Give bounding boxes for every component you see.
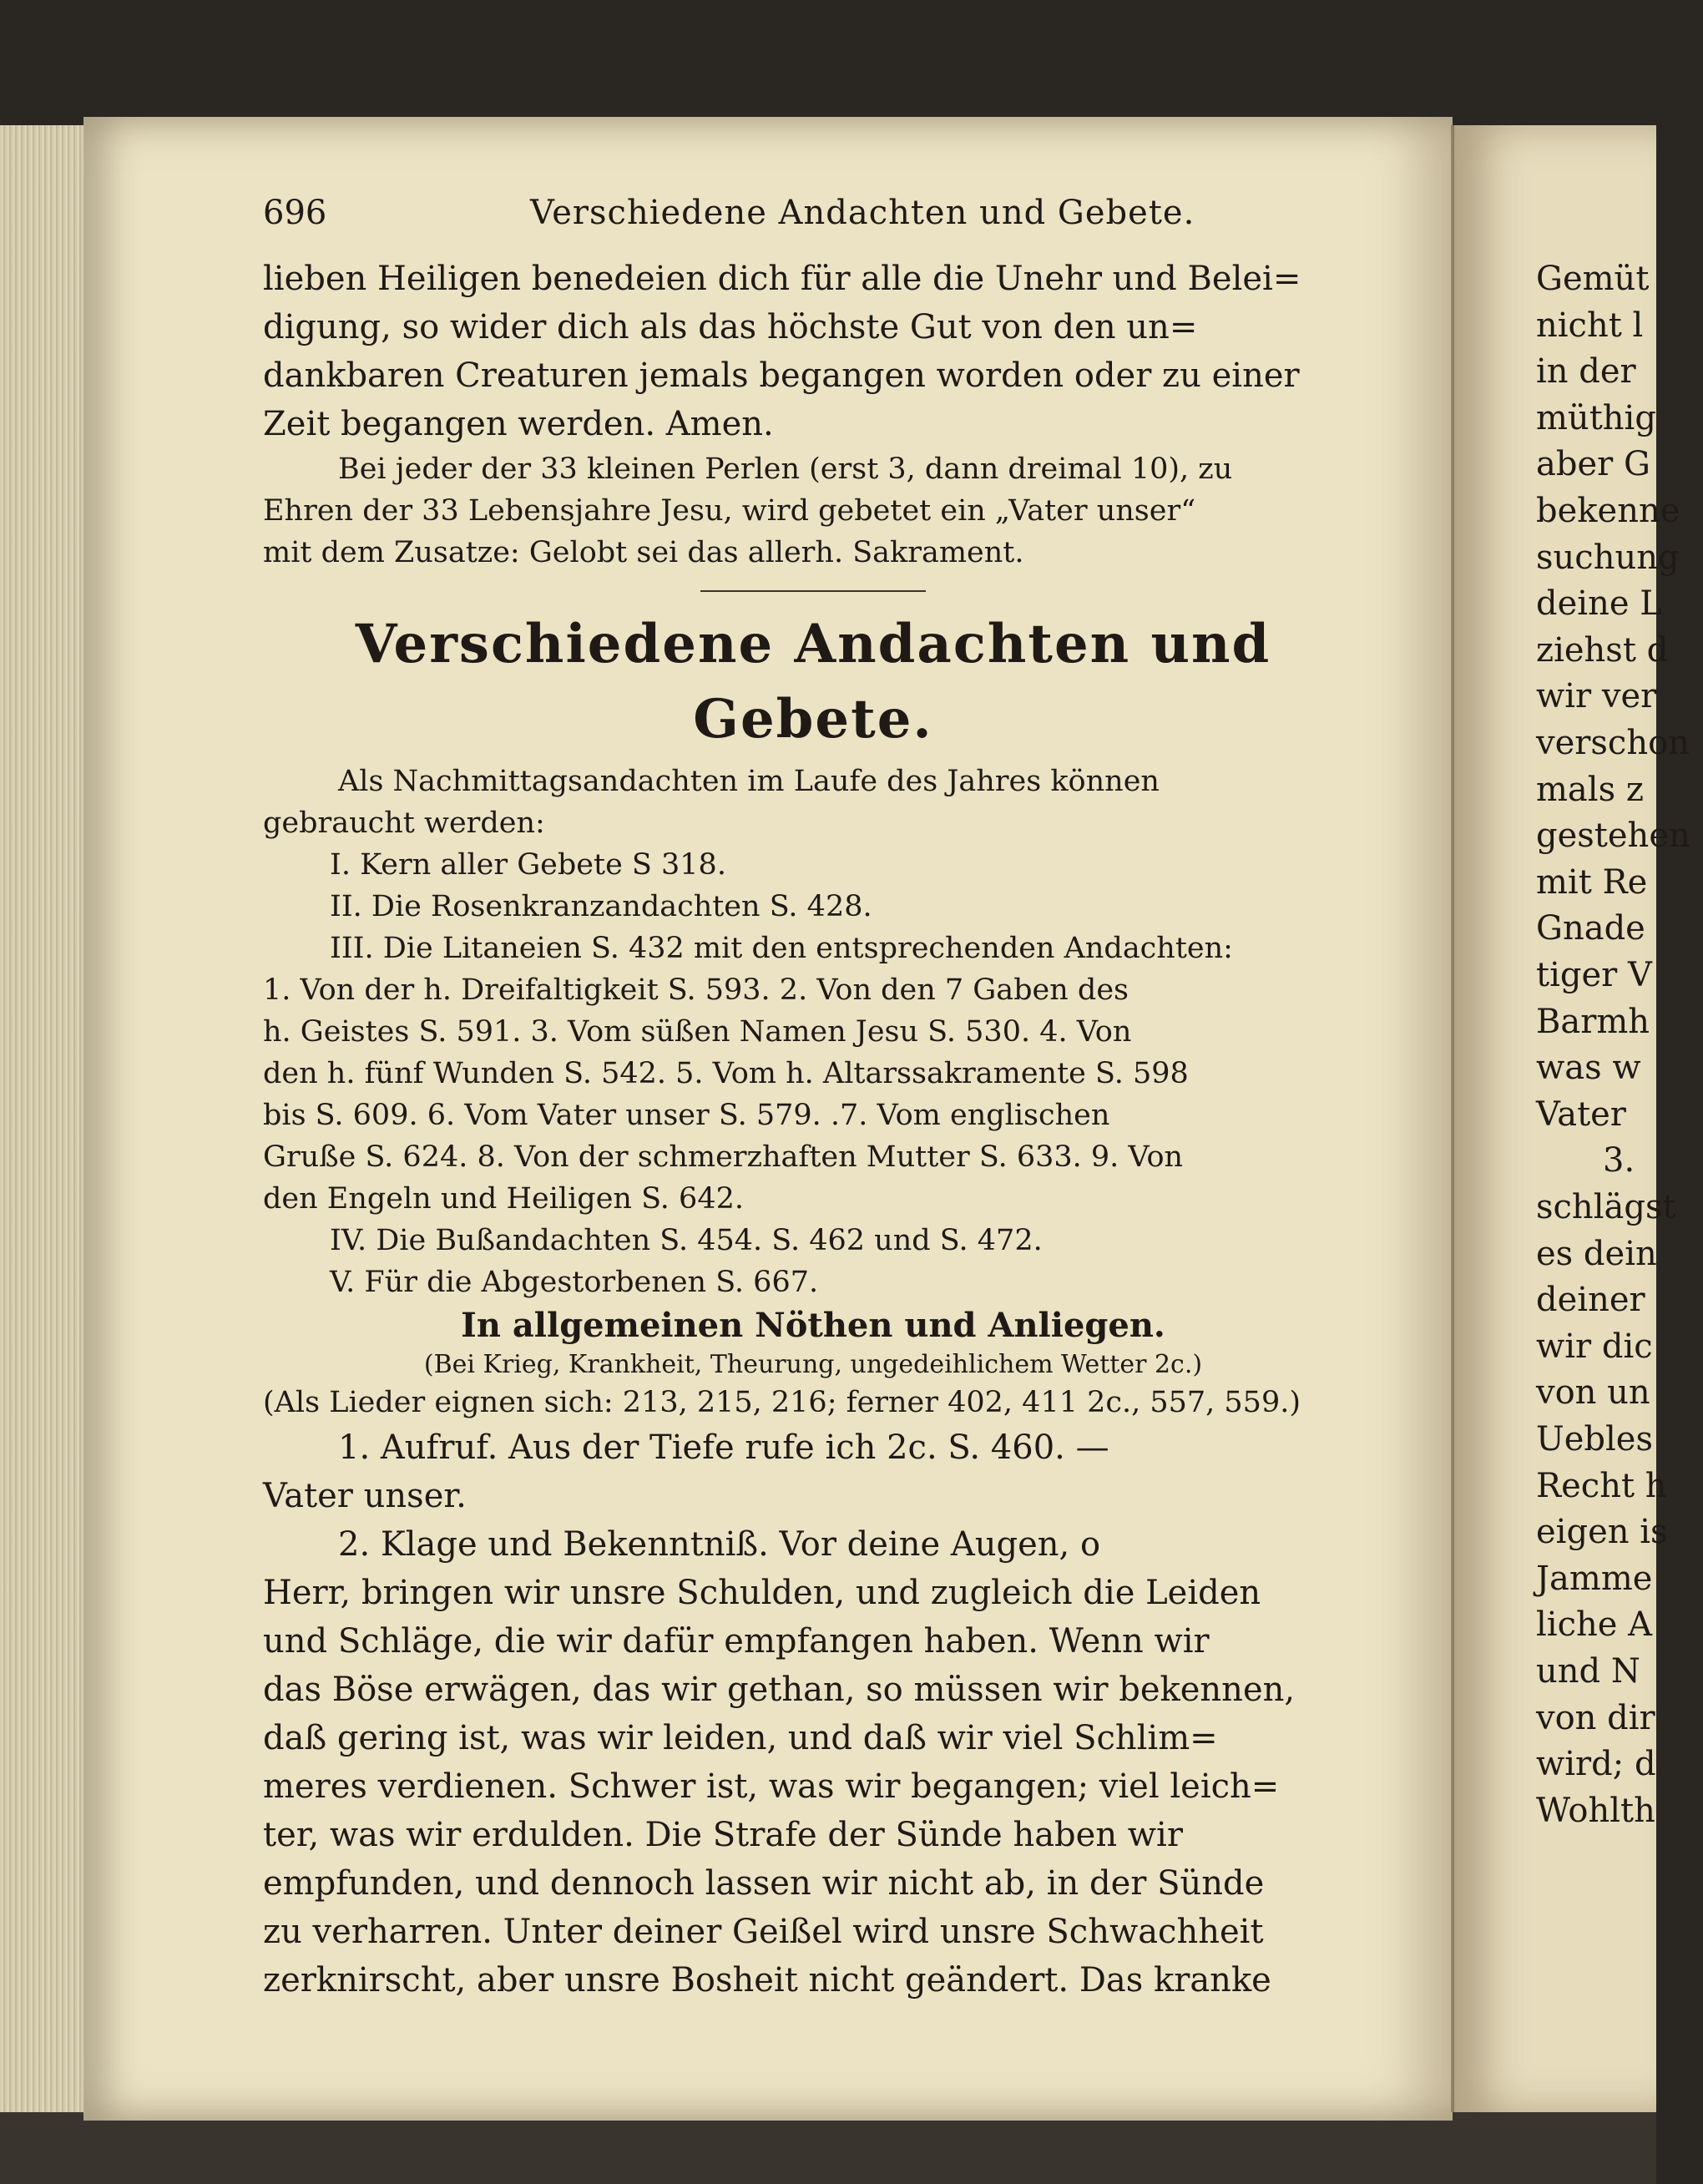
section-title: Verschiedene Andachten und Gebete. xyxy=(355,613,1271,751)
left-page-text xyxy=(263,255,1363,2005)
right-page-line: in der xyxy=(1536,352,1636,392)
text-line: digung, so wider dich als das höchste Gut von den un= xyxy=(263,308,1198,346)
rosary-note xyxy=(263,448,1363,574)
running-title: Verschiedene Andachten und Gebete. xyxy=(530,194,1195,232)
right-page-line: mals z xyxy=(1536,770,1644,809)
text-line: mit dem Zusatze: Gelobt sei das allerh. Sakrament. xyxy=(263,536,1024,569)
right-page-line: es dein xyxy=(1536,1234,1657,1273)
right-page-line: Jamme xyxy=(1536,1559,1653,1598)
divider xyxy=(700,590,926,592)
nachmittag-paragraph xyxy=(263,761,1363,844)
klage-paragraph xyxy=(263,1520,1363,2005)
andachten-list xyxy=(263,844,1363,1303)
aufruf-paragraph xyxy=(263,1423,1363,1520)
right-page-line: gestehen xyxy=(1536,816,1690,856)
list-item: IV. Die Bußandachten S. 454. S. 462 und S. 472. xyxy=(330,1224,1043,1257)
right-page-line: müthig xyxy=(1536,398,1656,437)
right-page-line: deiner xyxy=(1536,1281,1645,1320)
subsection-note: (Bei Krieg, Krankheit, Theurung, ungedeihlichem Wetter 2c.) xyxy=(423,1350,1203,1379)
text-line: und Schläge, die wir dafür empfangen haben. Wenn wir xyxy=(263,1622,1210,1661)
right-page-line: Gnade xyxy=(1536,909,1645,948)
page-number: 696 xyxy=(263,194,327,232)
page-header xyxy=(263,194,1365,244)
text-line: Vater unser. xyxy=(263,1477,467,1515)
right-page-line: eigen is xyxy=(1536,1513,1668,1552)
right-page-line: Gemüt xyxy=(1536,260,1650,298)
right-page-line: Wohlth xyxy=(1536,1791,1655,1830)
text-line: Gruße S. 624. 8. Von der schmerzhaften Mutter S. 633. 9. Von xyxy=(263,1140,1184,1174)
text-line: bis S. 609. 6. Vom Vater unser S. 579. .7. Vom englischen xyxy=(263,1099,1110,1132)
text-line: meres verdienen. Schwer ist, was wir begangen; viel leich= xyxy=(263,1767,1280,1806)
intro-paragraph xyxy=(263,255,1363,448)
right-page-line: schlägst xyxy=(1536,1188,1676,1226)
text-line: lieben Heiligen benedeien dich für alle die Unehr und Belei= xyxy=(263,260,1301,298)
right-page-line: aber G xyxy=(1536,445,1650,484)
text-line: ter, was wir erdulden. Die Strafe der Sünde haben wir xyxy=(263,1816,1183,1854)
text-line: Bei jeder der 33 kleinen Perlen (erst 3, dann dreimal 10), zu xyxy=(338,452,1233,486)
right-page-line: wir ver xyxy=(1536,677,1657,716)
right-page-line: mit Re xyxy=(1536,862,1648,902)
text-line: Herr, bringen wir unsre Schulden, und zugleich die Leiden xyxy=(263,1574,1261,1612)
text-line: den Engeln und Heiligen S. 642. xyxy=(263,1182,744,1216)
right-page-line: suchung xyxy=(1536,538,1680,577)
text-line: 1. Von der h. Dreifaltigkeit S. 593. 2. Von den 7 Gaben des xyxy=(263,973,1129,1007)
right-page-line: was w xyxy=(1536,1049,1641,1088)
text-line: Zeit begangen werden. Amen. xyxy=(263,405,774,443)
right-page-line: Barmh xyxy=(1536,1002,1650,1041)
right-page-line: Recht h xyxy=(1536,1466,1667,1505)
right-page-line: wir dic xyxy=(1536,1327,1653,1366)
right-page-line: nicht l xyxy=(1536,306,1644,345)
list-item: II. Die Rosenkranzandachten S. 428. xyxy=(330,890,872,923)
text-line: Als Nachmittagsandachten im Laufe des Jahres können xyxy=(338,765,1160,798)
text-line: Ehren der 33 Lebensjahre Jesu, wird gebetet ein „Vater unser“ xyxy=(263,494,1196,528)
text-line: das Böse erwägen, das wir gethan, so müssen wir bekennen, xyxy=(263,1671,1296,1709)
text-line: zerknirscht, aber unsre Bosheit nicht geändert. Das kranke xyxy=(263,1961,1271,1999)
right-page-line: tiger V xyxy=(1536,956,1652,994)
right-page-line: Uebles xyxy=(1536,1420,1653,1459)
list-item: III. Die Litaneien S. 432 mit den entsprechenden Andachten: xyxy=(330,932,1233,965)
right-page-line: bekenne xyxy=(1536,492,1680,530)
right-page-line: verschon xyxy=(1536,724,1690,762)
text-line: 1. Aufruf. Aus der Tiefe rufe ich 2c. S. 460. — xyxy=(338,1428,1109,1467)
text-line: dankbaren Creaturen jemals begangen worden oder zu einer xyxy=(263,356,1300,395)
right-page-line: wird; d xyxy=(1536,1745,1656,1784)
subsection-title: In allgemeinen Nöthen und Anliegen. xyxy=(461,1306,1165,1345)
page-edges xyxy=(0,125,92,2112)
text-line: empfunden, und dennoch lassen wir nicht ab, in der Sünde xyxy=(263,1864,1265,1903)
text-line: den h. fünf Wunden S. 542. 5. Vom h. Altarssakramente S. 598 xyxy=(263,1057,1189,1090)
list-item: I. Kern aller Gebete S 318. xyxy=(330,848,726,882)
text-line: h. Geistes S. 591. 3. Vom süßen Namen Jesu S. 530. 4. Von xyxy=(263,1015,1132,1049)
right-page xyxy=(1453,125,1690,2112)
right-page-line: 3. xyxy=(1603,1141,1635,1180)
text-line: 2. Klage und Bekenntniß. Vor deine Augen, o xyxy=(338,1525,1101,1564)
right-page-line: deine L xyxy=(1536,584,1662,624)
text-line: gebraucht werden: xyxy=(263,806,545,840)
right-page-line: liche A xyxy=(1536,1605,1653,1645)
right-page-line: Vater xyxy=(1536,1095,1626,1134)
right-page-line: ziehst d xyxy=(1536,630,1669,670)
text-line: zu verharren. Unter deiner Geißel wird unsre Schwachheit xyxy=(263,1913,1264,1951)
right-page-line: und N xyxy=(1536,1652,1640,1691)
right-page-line: von un xyxy=(1536,1373,1650,1413)
list-item: V. Für die Abgestorbenen S. 667. xyxy=(330,1266,819,1299)
text-line: (Als Lieder eignen sich: 213, 215, 216; ferner 402, 411 2c., 557, 559.) xyxy=(263,1386,1301,1419)
right-page-line: von dir xyxy=(1536,1698,1655,1737)
lieder-line xyxy=(263,1382,1363,1423)
gutter xyxy=(1451,125,1454,2112)
text-line: daß gering ist, was wir leiden, und daß wir viel Schlim= xyxy=(263,1719,1218,1757)
